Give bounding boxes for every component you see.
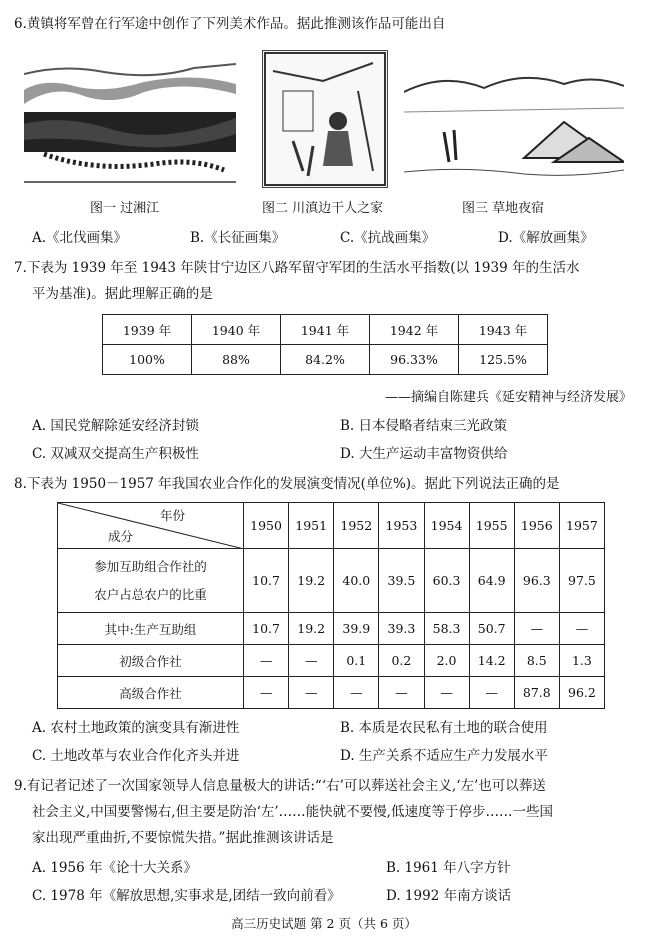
q8-cell: 10.7: [244, 613, 289, 645]
q8-option-a[interactable]: A. 农村土地政策的演变具有渐进性: [32, 720, 240, 736]
q8-cell: 39.5: [379, 549, 424, 613]
q7-header: 1939 年: [103, 315, 192, 345]
q8-cell: 96.2: [559, 677, 604, 709]
q8-row-label: [58, 549, 244, 613]
q8-cell: 96.3: [514, 549, 559, 613]
q7-value: 88%: [192, 345, 281, 375]
q8-table-row: [58, 645, 605, 677]
q7-table: [102, 314, 548, 375]
q9-stem-line1: 9.有记者记述了一次国家领导人信息量极大的讲话:“‘右’可以葬送社会主义,‘左’也可以葬送: [14, 778, 546, 794]
q8-cell: —: [469, 677, 514, 709]
q7-header: 1942 年: [370, 315, 459, 345]
figure-1-image: [24, 44, 236, 188]
q6-option-d[interactable]: D.《解放画集》: [498, 230, 594, 246]
q8-year: 1950: [244, 503, 289, 549]
q7-header: 1940 年: [192, 315, 281, 345]
q8-cell: —: [244, 677, 289, 709]
q8-cell: —: [289, 645, 334, 677]
q8-cell: 60.3: [424, 549, 469, 613]
q8-table-row: [58, 549, 605, 613]
q7-table-value-row: [103, 345, 548, 375]
q7-header: 1941 年: [281, 315, 370, 345]
q6-option-c[interactable]: C.《抗战画集》: [340, 230, 436, 246]
q9-stem-line2: 社会主义,中国要警惕右,但主要是防治‘左’……能快就不要慢,低速度等于停步……一些国: [32, 804, 553, 820]
q8-cell: 40.0: [334, 549, 379, 613]
q6-option-b[interactable]: B.《长征画集》: [190, 230, 286, 246]
q8-cell: 19.2: [289, 613, 334, 645]
q9-option-d[interactable]: D. 1992 年南方谈话: [386, 888, 512, 904]
q8-stem: 8.下表为 1950－1957 年我国农业合作化的发展演变情况(单位%)。据此下列说法正确的是: [14, 476, 560, 492]
q7-stem-line1: 7.下表为 1939 年至 1943 年陕甘宁边区八路军留守军团的生活水平指数(以 1939 年的生活水: [14, 260, 580, 276]
q7-option-b[interactable]: B. 日本侵略者结束三光政策: [340, 418, 508, 434]
q8-cell: 58.3: [424, 613, 469, 645]
q8-option-b[interactable]: B. 本质是农民私有土地的联合使用: [340, 720, 548, 736]
figure-2-caption: 图二 川滇边干人之家: [262, 201, 384, 216]
q8-cell: —: [334, 677, 379, 709]
q8-cell: —: [379, 677, 424, 709]
q9-option-b[interactable]: B. 1961 年八字方针: [386, 860, 511, 876]
q8-option-d[interactable]: D. 生产关系不适应生产力发展水平: [340, 748, 548, 764]
diagonal-line: [58, 503, 244, 549]
q8-cell: 10.7: [244, 549, 289, 613]
q8-year: 1954: [424, 503, 469, 549]
q7-value: 125.5%: [459, 345, 548, 375]
q8-cell: 2.0: [424, 645, 469, 677]
q8-cell: 1.3: [559, 645, 604, 677]
q7-value: 96.33%: [370, 345, 459, 375]
q8-corner-bottom: 成分: [108, 529, 134, 544]
q8-year: 1951: [289, 503, 334, 549]
q8-cell: 8.5: [514, 645, 559, 677]
q8-cell: —: [244, 645, 289, 677]
q7-table-header-row: [103, 315, 548, 345]
q7-option-c[interactable]: C. 双减双交提高生产积极性: [32, 446, 199, 462]
q8-corner-top: 年份: [159, 508, 185, 523]
figure-3-caption: 图三 草地夜宿: [462, 201, 545, 216]
q8-cell: 0.2: [379, 645, 424, 677]
q8-cell: 19.2: [289, 549, 334, 613]
q8-cell: —: [514, 613, 559, 645]
q8-table-header-row: [58, 503, 605, 549]
q8-cell: —: [289, 677, 334, 709]
q9-stem-line3: 家出现严重曲折,不要惊慌失措。”据此推测该讲话是: [32, 830, 334, 846]
q6-option-a[interactable]: A.《北伐画集》: [32, 230, 128, 246]
q8-cell: 97.5: [559, 549, 604, 613]
q8-cell: 50.7: [469, 613, 514, 645]
q8-year: 1956: [514, 503, 559, 549]
q8-cell: 39.9: [334, 613, 379, 645]
q8-option-c[interactable]: C. 土地改革与农业合作化齐头并进: [32, 748, 240, 764]
q8-year: 1953: [379, 503, 424, 549]
q8-cell: 39.3: [379, 613, 424, 645]
q7-option-a[interactable]: A. 国民党解除延安经济封锁: [32, 418, 199, 434]
q8-table: [57, 502, 605, 709]
q6-stem: 6.黄镇将军曾在行军途中创作了下列美术作品。据此推测该作品可能出自: [14, 16, 446, 32]
q8-year: 1955: [469, 503, 514, 549]
q8-row-label: 其中:生产互助组: [58, 613, 244, 645]
q8-row-label: 高级合作社: [58, 677, 244, 709]
page-footer: 高三历史试题 第 2 页（共 6 页）: [231, 916, 417, 931]
q7-value: 84.2%: [281, 345, 370, 375]
figure-3-image: [404, 62, 624, 182]
q8-cell: —: [424, 677, 469, 709]
q8-table-row: [58, 613, 605, 645]
q7-header: 1943 年: [459, 315, 548, 345]
q9-option-a[interactable]: A. 1956 年《论十大关系》: [32, 860, 197, 876]
q8-row-label-line1: 参加互助组合作社的: [94, 558, 207, 574]
q8-row-label: 初级合作社: [58, 645, 244, 677]
figure-1-caption: 图一 过湘江: [90, 201, 160, 216]
q8-cell: —: [559, 613, 604, 645]
q8-cell: 0.1: [334, 645, 379, 677]
q7-source: ——摘编自陈建兵《延安精神与经济发展》: [384, 390, 632, 405]
figure-2-image: [262, 50, 388, 188]
q8-year: 1952: [334, 503, 379, 549]
q8-year: 1957: [559, 503, 604, 549]
q7-option-d[interactable]: D. 大生产运动丰富物资供给: [340, 446, 508, 462]
q8-row-label-line2: 农户占总农户的比重: [94, 586, 207, 602]
q7-value: 100%: [103, 345, 192, 375]
q8-cell: 64.9: [469, 549, 514, 613]
q8-cell: 14.2: [469, 645, 514, 677]
q8-cell: 87.8: [514, 677, 559, 709]
q9-option-c[interactable]: C. 1978 年《解放思想,实事求是,团结一致向前看》: [32, 888, 341, 904]
q8-table-row: [58, 677, 605, 709]
q8-corner-cell: [58, 503, 244, 549]
q7-stem-line2: 平为基准)。据此理解正确的是: [32, 286, 213, 302]
